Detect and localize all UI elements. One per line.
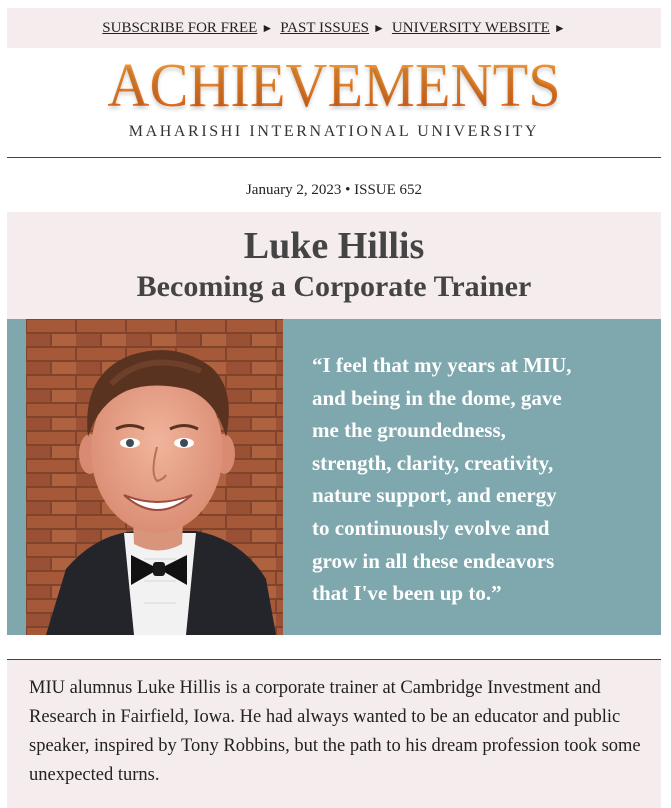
university-name: MAHARISHI INTERNATIONAL UNIVERSITY bbox=[128, 123, 540, 140]
masthead[interactable] bbox=[7, 48, 661, 152]
feature-section bbox=[7, 319, 661, 635]
portrait-illustration bbox=[26, 319, 283, 635]
quote-line: that I've been up to.” bbox=[312, 581, 502, 606]
quote-line: me the groundedness, bbox=[312, 418, 506, 443]
article-body-section bbox=[7, 660, 661, 808]
article-subtitle: Becoming a Corporate Trainer bbox=[136, 270, 532, 303]
newsletter-logo-title: ACHIEVEMENTS bbox=[27, 54, 642, 118]
article-body-text: MIU alumnus Luke Hillis is a corporate trainer at Cambridge Investment and Research in Fairfield, Iowa. He had always wanted to be an educator and public speaker, inspired by Tony Robbins, but the path to his dream profession took some unexpected turns. bbox=[29, 678, 641, 785]
quote-line: “I feel that my years at MIU, bbox=[312, 353, 572, 377]
article-title-block bbox=[7, 212, 661, 319]
quote-line: and being in the dome, gave bbox=[312, 385, 562, 410]
issue-dateline: January 2, 2023 • ISSUE 652 bbox=[245, 182, 423, 198]
university-website-link[interactable]: UNIVERSITY WEBSITE bbox=[391, 19, 550, 36]
arrow-right-icon: ► bbox=[553, 20, 566, 35]
portrait-photo[interactable] bbox=[26, 319, 283, 635]
quote-line: nature support, and energy bbox=[312, 483, 557, 508]
quote-line: grow in all these endeavors bbox=[312, 548, 555, 573]
quote-line: to continuously evolve and bbox=[312, 515, 550, 540]
divider bbox=[7, 157, 661, 158]
pull-quote bbox=[312, 349, 647, 610]
article-name: Luke Hillis bbox=[243, 225, 425, 267]
subscribe-link[interactable]: SUBSCRIBE FOR FREE bbox=[102, 19, 258, 36]
top-navigation bbox=[7, 8, 661, 48]
arrow-right-icon: ► bbox=[261, 20, 274, 35]
past-issues-link[interactable]: PAST ISSUES bbox=[280, 19, 370, 36]
arrow-right-icon: ► bbox=[373, 20, 385, 35]
quote-line: strength, clarity, creativity, bbox=[312, 450, 554, 475]
